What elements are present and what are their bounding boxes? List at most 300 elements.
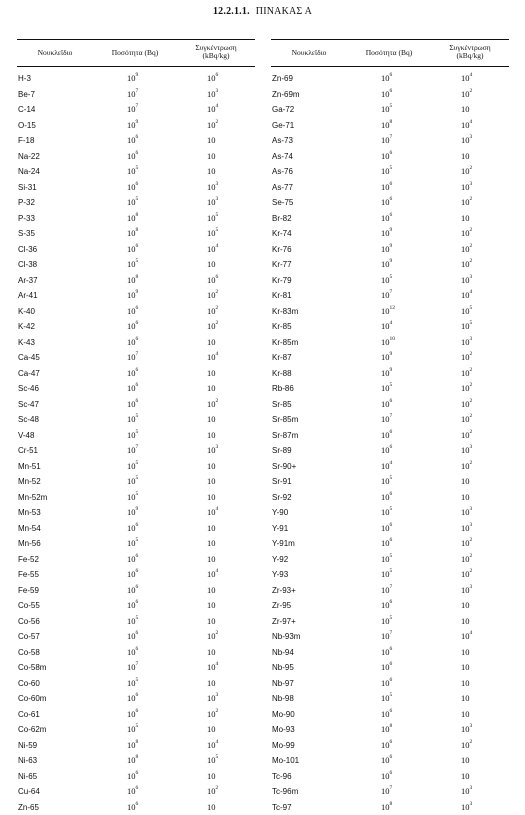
- concentration-cell: [207, 195, 218, 211]
- quantity-base: 10: [127, 554, 136, 564]
- concentration-base: 10: [461, 228, 470, 238]
- quantity-cell: [127, 784, 138, 800]
- nuclide-cell: Mn-52: [18, 474, 41, 490]
- concentration-base: 10: [207, 337, 216, 347]
- concentration-cell: [207, 366, 216, 382]
- table-row: [17, 195, 255, 211]
- table-body: [271, 71, 509, 815]
- table-row: [17, 784, 255, 800]
- concentration-exponent: 3: [470, 336, 473, 342]
- nuclide-cell: Na-24: [18, 164, 40, 180]
- quantity-base: 10: [381, 771, 390, 781]
- concentration-base: 10: [207, 802, 216, 812]
- column-header-nuclide: Νουκλεΐδιο: [271, 49, 347, 57]
- quantity-cell: [127, 273, 138, 289]
- nuclide-cell: K-43: [18, 335, 35, 351]
- table-row: [271, 381, 509, 397]
- quantity-cell: [127, 753, 138, 769]
- quantity-base: 10: [127, 259, 136, 269]
- quantity-exponent: 6: [390, 398, 393, 404]
- nuclide-cell: C-14: [18, 102, 35, 118]
- quantity-base: 10: [127, 693, 136, 703]
- table-row: [17, 133, 255, 149]
- concentration-label: Συγκέντρωση: [431, 44, 509, 52]
- quantity-cell: [127, 87, 138, 103]
- quantity-exponent: 6: [136, 646, 139, 652]
- table-row: [271, 800, 509, 815]
- concentration-cell: [207, 598, 216, 614]
- concentration-cell: [207, 164, 216, 180]
- concentration-cell: [207, 443, 218, 459]
- concentration-base: 10: [461, 104, 470, 114]
- concentration-base: 10: [461, 802, 470, 812]
- quantity-cell: [127, 102, 138, 118]
- quantity-exponent: 6: [136, 801, 139, 807]
- quantity-cell: [381, 149, 392, 165]
- quantity-cell: [381, 366, 392, 382]
- quantity-base: 10: [127, 755, 136, 765]
- concentration-exponent: 4: [470, 119, 473, 125]
- concentration-base: 10: [461, 523, 470, 533]
- quantity-base: 10: [381, 569, 390, 579]
- quantity-cell: [127, 505, 138, 521]
- quantity-exponent: 4: [390, 460, 393, 466]
- quantity-cell: [127, 335, 138, 351]
- concentration-cell: [207, 629, 218, 645]
- concentration-cell: [461, 769, 470, 785]
- quantity-exponent: 6: [136, 599, 139, 605]
- concentration-base: 10: [461, 786, 470, 796]
- concentration-cell: [461, 428, 472, 444]
- concentration-base: 10: [461, 461, 470, 471]
- quantity-cell: [381, 412, 392, 428]
- quantity-base: 10: [381, 290, 390, 300]
- quantity-base: 10: [381, 740, 390, 750]
- nuclide-cell: Mn-52m: [18, 490, 47, 506]
- quantity-cell: [127, 676, 138, 692]
- quantity-exponent: 6: [136, 522, 139, 528]
- quantity-base: 10: [127, 585, 136, 595]
- nuclide-cell: V-48: [18, 428, 34, 444]
- table-row: [17, 598, 255, 614]
- concentration-cell: [207, 552, 216, 568]
- table-row: [17, 211, 255, 227]
- concentration-cell: [207, 71, 218, 87]
- concentration-base: 10: [207, 554, 216, 564]
- quantity-cell: [127, 242, 138, 258]
- quantity-exponent: 6: [136, 150, 139, 156]
- concentration-cell: [461, 273, 472, 289]
- quantity-exponent: 7: [136, 351, 139, 357]
- concentration-base: 10: [207, 662, 216, 672]
- concentration-unit: (kBq/kg): [431, 52, 509, 60]
- quantity-cell: [127, 443, 138, 459]
- table-row: [17, 428, 255, 444]
- nuclide-table-left: [17, 39, 255, 815]
- quantity-base: 10: [381, 73, 390, 83]
- table-row: [17, 366, 255, 382]
- concentration-exponent: 4: [216, 661, 219, 667]
- column-header-concentration: [431, 44, 509, 60]
- quantity-exponent: 6: [136, 243, 139, 249]
- concentration-base: 10: [207, 709, 216, 719]
- quantity-exponent: 6: [390, 739, 393, 745]
- quantity-exponent: 9: [136, 506, 139, 512]
- concentration-base: 10: [461, 244, 470, 254]
- quantity-base: 10: [127, 213, 136, 223]
- quantity-exponent: 6: [136, 382, 139, 388]
- table-row: [17, 149, 255, 165]
- nuclide-cell: Tc-96m: [272, 784, 298, 800]
- concentration-base: 10: [207, 678, 216, 688]
- quantity-cell: [127, 536, 138, 552]
- concentration-base: 10: [461, 647, 470, 657]
- table-row: [17, 443, 255, 459]
- nuclide-cell: Sr-91: [272, 474, 292, 490]
- concentration-base: 10: [461, 290, 470, 300]
- quantity-cell: [381, 273, 392, 289]
- table-row: [17, 257, 255, 273]
- quantity-exponent: 5: [136, 460, 139, 466]
- quantity-cell: [127, 474, 138, 490]
- concentration-exponent: 3: [470, 134, 473, 140]
- table-row: [17, 629, 255, 645]
- table-row: [17, 350, 255, 366]
- nuclide-cell: Mn-51: [18, 459, 41, 475]
- quantity-cell: [381, 180, 392, 196]
- nuclide-cell: Kr-77: [272, 257, 292, 273]
- quantity-exponent: 8: [136, 212, 139, 218]
- nuclide-cell: Cl-38: [18, 257, 37, 273]
- concentration-base: 10: [207, 430, 216, 440]
- nuclide-cell: Nb-94: [272, 645, 294, 661]
- nuclide-cell: Sc-47: [18, 397, 39, 413]
- table-row: [271, 242, 509, 258]
- nuclide-cell: Y-90: [272, 505, 288, 521]
- concentration-cell: [207, 102, 218, 118]
- nuclide-cell: Kr-88: [272, 366, 292, 382]
- concentration-cell: [461, 211, 470, 227]
- table-row: [271, 722, 509, 738]
- concentration-base: 10: [207, 507, 216, 517]
- nuclide-cell: As-76: [272, 164, 293, 180]
- quantity-exponent: 7: [136, 661, 139, 667]
- nuclide-cell: Zr-95: [272, 598, 291, 614]
- quantity-base: 10: [381, 523, 390, 533]
- quantity-exponent: 5: [390, 103, 393, 109]
- quantity-cell: [127, 304, 138, 320]
- table-row: [17, 614, 255, 630]
- concentration-exponent: 2: [470, 398, 473, 404]
- nuclide-cell: P-32: [18, 195, 35, 211]
- column-header-nuclide: Νουκλεΐδιο: [17, 49, 93, 57]
- concentration-base: 10: [207, 600, 216, 610]
- nuclide-cell: Zr-97+: [272, 614, 296, 630]
- concentration-base: 10: [461, 492, 470, 502]
- quantity-base: 10: [381, 352, 390, 362]
- concentration-base: 10: [461, 585, 470, 595]
- quantity-exponent: 6: [136, 708, 139, 714]
- quantity-exponent: 9: [390, 258, 393, 264]
- quantity-base: 10: [127, 89, 136, 99]
- quantity-exponent: 6: [136, 398, 139, 404]
- concentration-cell: [461, 133, 472, 149]
- concentration-base: 10: [461, 445, 470, 455]
- concentration-exponent: 4: [216, 568, 219, 574]
- nuclide-cell: Fe-52: [18, 552, 39, 568]
- concentration-cell: [207, 428, 216, 444]
- quantity-base: 10: [127, 569, 136, 579]
- concentration-exponent: 5: [216, 754, 219, 760]
- concentration-base: 10: [461, 352, 470, 362]
- quantity-exponent: 6: [136, 305, 139, 311]
- concentration-cell: [461, 629, 472, 645]
- table-row: [17, 304, 255, 320]
- concentration-cell: [207, 87, 218, 103]
- concentration-base: 10: [461, 73, 470, 83]
- concentration-cell: [207, 149, 216, 165]
- nuclide-cell: Mo-99: [272, 738, 295, 754]
- table-row: [17, 753, 255, 769]
- concentration-exponent: 4: [216, 739, 219, 745]
- concentration-exponent: 6: [216, 72, 219, 78]
- table-row: [271, 753, 509, 769]
- quantity-cell: [381, 288, 392, 304]
- table-row: [17, 288, 255, 304]
- concentration-cell: [461, 366, 472, 382]
- concentration-cell: [207, 676, 216, 692]
- quantity-base: 10: [381, 259, 390, 269]
- quantity-base: 10: [381, 461, 390, 471]
- concentration-base: 10: [461, 383, 470, 393]
- table-row: [271, 676, 509, 692]
- concentration-exponent: 2: [470, 553, 473, 559]
- quantity-cell: [381, 164, 392, 180]
- quantity-base: 10: [127, 538, 136, 548]
- quantity-base: 10: [127, 399, 136, 409]
- quantity-exponent: 5: [136, 615, 139, 621]
- nuclide-cell: As-74: [272, 149, 293, 165]
- concentration-cell: [461, 784, 472, 800]
- table-row: [271, 180, 509, 196]
- nuclide-cell: Co-57: [18, 629, 40, 645]
- quantity-cell: [381, 474, 392, 490]
- nuclide-cell: As-77: [272, 180, 293, 196]
- quantity-exponent: 7: [136, 88, 139, 94]
- nuclide-cell: Mn-53: [18, 505, 41, 521]
- concentration-cell: [207, 474, 216, 490]
- nuclide-cell: Kr-81: [272, 288, 292, 304]
- concentration-cell: [207, 319, 218, 335]
- concentration-base: 10: [207, 306, 216, 316]
- quantity-base: 10: [381, 321, 390, 331]
- concentration-exponent: 3: [470, 522, 473, 528]
- quantity-exponent: 5: [390, 692, 393, 698]
- quantity-cell: [381, 195, 392, 211]
- quantity-exponent: 6: [390, 661, 393, 667]
- table-row: [271, 583, 509, 599]
- table-row: [271, 102, 509, 118]
- concentration-cell: [461, 738, 472, 754]
- concentration-base: 10: [207, 585, 216, 595]
- quantity-exponent: 5: [390, 165, 393, 171]
- table-row: [271, 397, 509, 413]
- quantity-base: 10: [127, 771, 136, 781]
- quantity-base: 10: [381, 647, 390, 657]
- concentration-base: 10: [461, 430, 470, 440]
- quantity-exponent: 6: [136, 785, 139, 791]
- concentration-exponent: 3: [470, 584, 473, 590]
- nuclide-cell: Nb-98: [272, 691, 294, 707]
- nuclide-cell: Nb-93m: [272, 629, 300, 645]
- quantity-exponent: 5: [136, 429, 139, 435]
- concentration-base: 10: [461, 89, 470, 99]
- quantity-base: 10: [381, 786, 390, 796]
- nuclide-cell: Kr-85m: [272, 335, 298, 351]
- concentration-base: 10: [461, 538, 470, 548]
- quantity-base: 10: [381, 368, 390, 378]
- table-row: [271, 319, 509, 335]
- concentration-cell: [207, 738, 218, 754]
- quantity-exponent: 6: [136, 692, 139, 698]
- quantity-base: 10: [381, 693, 390, 703]
- quantity-base: 10: [381, 182, 390, 192]
- quantity-base: 10: [127, 414, 136, 424]
- concentration-base: 10: [207, 244, 216, 254]
- quantity-base: 10: [127, 120, 136, 130]
- table-row: [17, 738, 255, 754]
- concentration-cell: [461, 180, 472, 196]
- concentration-label: Συγκέντρωση: [177, 44, 255, 52]
- table-row: [17, 660, 255, 676]
- table-row: [17, 676, 255, 692]
- quantity-base: 10: [381, 538, 390, 548]
- quantity-cell: [381, 257, 392, 273]
- quantity-base: 10: [127, 492, 136, 502]
- concentration-exponent: 2: [216, 785, 219, 791]
- table-row: [17, 691, 255, 707]
- quantity-cell: [127, 350, 138, 366]
- concentration-cell: [461, 459, 472, 475]
- concentration-exponent: 3: [470, 785, 473, 791]
- quantity-cell: [127, 629, 138, 645]
- concentration-base: 10: [461, 476, 470, 486]
- concentration-exponent: 3: [216, 181, 219, 187]
- table-row: [271, 195, 509, 211]
- table-row: [17, 722, 255, 738]
- concentration-base: 10: [461, 120, 470, 130]
- quantity-cell: [381, 226, 392, 242]
- quantity-base: 10: [127, 461, 136, 471]
- quantity-base: 10: [381, 104, 390, 114]
- concentration-exponent: 3: [470, 506, 473, 512]
- table-row: [17, 87, 255, 103]
- table-row: [17, 118, 255, 134]
- concentration-exponent: 2: [470, 196, 473, 202]
- concentration-cell: [461, 412, 472, 428]
- quantity-exponent: 9: [136, 289, 139, 295]
- concentration-cell: [461, 660, 470, 676]
- quantity-cell: [127, 769, 138, 785]
- quantity-base: 10: [127, 290, 136, 300]
- quantity-base: 10: [381, 616, 390, 626]
- concentration-base: 10: [461, 414, 470, 424]
- concentration-base: 10: [207, 755, 216, 765]
- concentration-base: 10: [461, 321, 470, 331]
- concentration-base: 10: [207, 89, 216, 99]
- concentration-cell: [461, 443, 472, 459]
- quantity-base: 10: [127, 197, 136, 207]
- table-row: [271, 629, 509, 645]
- quantity-exponent: 5: [390, 274, 393, 280]
- concentration-cell: [207, 211, 218, 227]
- quantity-base: 10: [381, 275, 390, 285]
- column-header-quantity: Ποσότητα (Bq): [95, 49, 175, 57]
- concentration-exponent: 2: [216, 119, 219, 125]
- quantity-exponent: 6: [390, 88, 393, 94]
- concentration-cell: [207, 800, 216, 815]
- concentration-exponent: 3: [470, 723, 473, 729]
- quantity-cell: [127, 660, 138, 676]
- concentration-cell: [461, 474, 470, 490]
- concentration-base: 10: [207, 445, 216, 455]
- nuclide-cell: Kr-83m: [272, 304, 298, 320]
- quantity-cell: [381, 242, 392, 258]
- table-row: [271, 71, 509, 87]
- quantity-exponent: 5: [136, 258, 139, 264]
- concentration-base: 10: [461, 755, 470, 765]
- concentration-base: 10: [207, 461, 216, 471]
- quantity-base: 10: [381, 151, 390, 161]
- quantity-base: 10: [127, 678, 136, 688]
- quantity-exponent: 5: [390, 553, 393, 559]
- quantity-cell: [381, 350, 392, 366]
- concentration-cell: [461, 722, 472, 738]
- quantity-cell: [127, 645, 138, 661]
- quantity-base: 10: [127, 368, 136, 378]
- quantity-exponent: 6: [390, 72, 393, 78]
- nuclide-cell: Y-92: [272, 552, 288, 568]
- quantity-base: 10: [127, 306, 136, 316]
- table-row: [271, 350, 509, 366]
- quantity-base: 10: [127, 166, 136, 176]
- concentration-base: 10: [207, 771, 216, 781]
- concentration-base: 10: [207, 523, 216, 533]
- nuclide-cell: Sr-89: [272, 443, 292, 459]
- concentration-exponent: 3: [216, 196, 219, 202]
- nuclide-cell: Kr-79: [272, 273, 292, 289]
- quantity-exponent: 5: [390, 615, 393, 621]
- quantity-cell: [127, 195, 138, 211]
- table-row: [17, 180, 255, 196]
- quantity-cell: [381, 211, 392, 227]
- nuclide-cell: Be-7: [18, 87, 35, 103]
- concentration-exponent: 2: [470, 165, 473, 171]
- quantity-exponent: 8: [390, 801, 393, 807]
- concentration-exponent: 2: [470, 243, 473, 249]
- concentration-base: 10: [461, 600, 470, 610]
- concentration-cell: [207, 521, 216, 537]
- nuclide-cell: Zr-93+: [272, 583, 296, 599]
- concentration-base: 10: [461, 724, 470, 734]
- concentration-base: 10: [207, 120, 216, 130]
- section-title: ΠΙΝΑΚΑΣ Α: [256, 6, 312, 17]
- concentration-cell: [461, 288, 472, 304]
- table-row: [17, 102, 255, 118]
- concentration-cell: [207, 490, 216, 506]
- quantity-base: 10: [127, 244, 136, 254]
- quantity-exponent: 6: [390, 196, 393, 202]
